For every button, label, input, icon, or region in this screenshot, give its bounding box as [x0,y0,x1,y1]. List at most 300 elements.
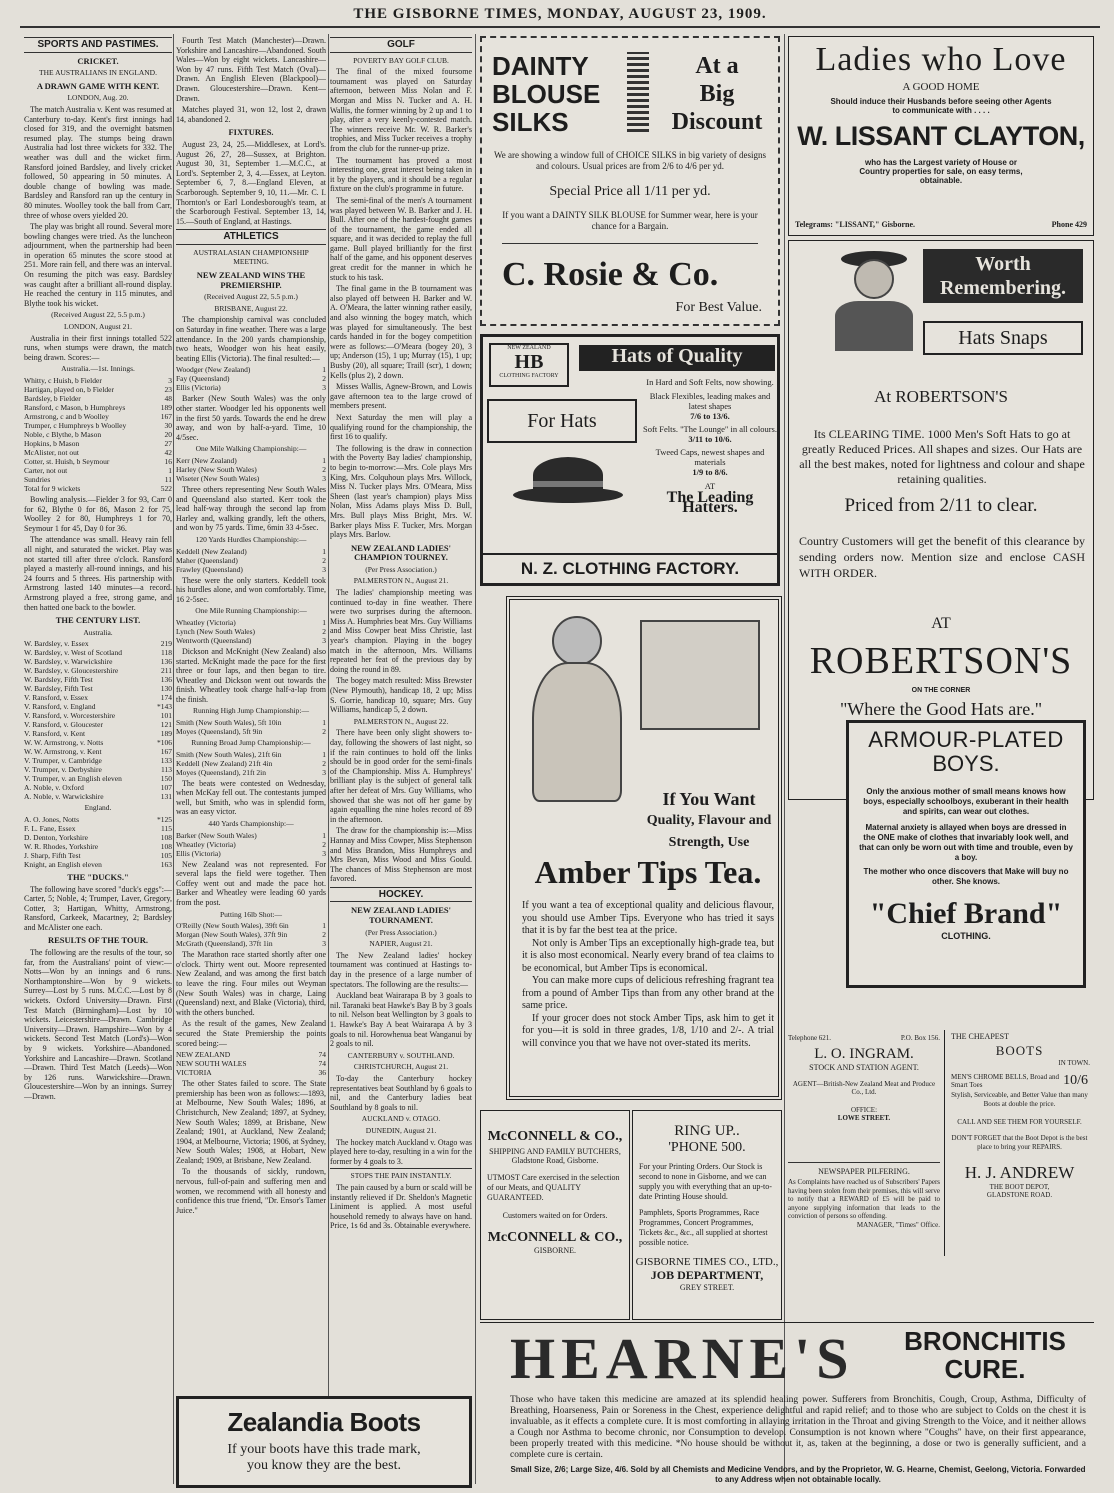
man-in-hat-illustration [819,251,929,351]
row-label: McAlister, not out [24,448,79,457]
hearnes-ad [480,1322,1094,1488]
row-label: Fay (Queensland) [176,374,230,384]
article-paragraph: To-day the Canterbury hockey representatives beat Southland by 6 goals to nil, and the Canterbury ladies beat Southland by 8 goals to nil. [330,1073,472,1112]
row-label: W. Bardsley, v. Gloucestershire [24,666,119,676]
row-label: W. Bardsley, Fifth Test [24,675,93,685]
assoc-line: (Per Press Association.) [365,564,437,574]
row-label: W. Bardsley, v. West of Scotland [24,648,122,658]
armour-plated-ad [846,720,1086,988]
row-value: 3 [322,635,326,645]
for-hats-box: For Hats [487,399,637,443]
tonic-paragraph: To the thousands of sickly, rundown, nervous, full-of-pain and suffering men and women, we recommend with all honesty and confidence this true friend, "Dr. Ensor's Tamer Juice." [176,1167,326,1215]
hearnes-body: Those who have taken this medicine are amazed at its splendid healing power. Sufferers from Bronchitis, Cough, Croup, Asthma, Difficulty of Breathing, Hoarseness, Pain or Soreness in the Chest, experience delightful and rapid relief; and to those who are subject to Colds on the chest it is invaluable, as it effects a complete cure. It is most comforting in allaying irritation in the Throat and giving Strength to the Voice, and it neither allows a Cough nor Asthma to become chronic, nor Consumption to develop. Consumption is not known where "Coughs" have, on their first appearance, been properly treated with this medicine. *No house should be without it, as, taken at the beginning, a dose or two is generally sufficient, and a complete cure is certain. [510,1395,1086,1460]
row-label: McGrath (Queensland), 37ft 1in [176,939,273,949]
century-subheading: Australia. [83,627,113,637]
table-row [176,465,326,474]
row-label: Wiseter (New South Wales) [176,473,260,483]
row-label: Moyes (Queensland), 5ft 9in [176,727,263,737]
row-label: W. Bardsley, v. Essex [24,639,89,649]
table-row [24,702,172,711]
row-label: Ellis (Victoria) [176,848,221,858]
row-value: *143 [157,702,172,712]
england-century-table [24,815,172,869]
table-row [24,684,172,693]
row-label: Wentworth (Queensland) [176,635,252,645]
ingram-ad [788,1034,940,1152]
row-value: 20 [164,430,172,439]
table-row [24,833,172,842]
tea-brand: Amber Tips Tea. [534,854,762,890]
row-label: V. Ransford, v. Kent [24,729,86,739]
row-label: Hartigan, played on, b Fielder [24,385,114,394]
table-row [24,466,172,475]
row-label: W. Bardsley, v. Warwickshire [24,657,113,667]
row-value: 2 [322,727,326,737]
blouse-body: We are showing a window full of CHOICE SILKS in big variety of designs and colours. Usual prices are from 2/6 to 4/6 per yd. [494,150,766,171]
masthead-title: THE GISBORNE TIMES, MONDAY, AUGUST 23, 1909. [353,6,767,22]
row-label: Maher (Queensland) [176,555,238,565]
hats-ad [480,334,780,586]
hockey-headline: NEW ZEALAND LADIES' TOURNAMENT. [351,905,451,926]
clayton-line-2: who has the Largest variety of House or Country properties for sale, on easy terms, obtainable. [859,158,1023,185]
row-value: 2 [322,464,326,474]
row-label: NEW SOUTH WALES [176,1059,247,1069]
row-value: 1 [322,921,326,931]
event-title: 120 Yards Hurdles Championship:— [195,534,307,544]
clayton-sub: A GOOD HOME [902,81,980,93]
column-athletics [176,34,326,1304]
row-value: *106 [157,738,172,748]
row-label: W. R. Rhodes, Yorkshire [24,841,99,851]
table-row [24,747,172,756]
century-table [24,639,172,801]
table-row [24,439,172,448]
armour-title: ARMOUR-PLATED [868,727,1064,752]
boots-title: BOOTS [995,1043,1044,1058]
article-paragraph: The bogey match resulted: Miss Brewster (New Plymouth), handicap 18, 2 up; Miss S. Gorrie, handicap 10, square; Mrs. Guy Williams, handicap 5, 2 down. [330,676,472,715]
row-label: Keddell (New Zealand) [176,546,247,556]
hats-title: Hats of Quality [579,345,775,371]
row-value: 2 [322,374,326,384]
fixtures-paragraph: August 23, 24, 25.—Middlesex, at Lord's. August 26, 27, 28—Sussex, at Brighton. August 30, 31, September 1.—M.C.C., at Lord's. September 2, 3, 4.—Essex, at Leyton. September 6, 7, 8.—England Eleven, at Scarborough. September 9, 10, 11.—Mr. C. I. Thornton's or Earl Londesborough's team, at the Scarborough Festival. September 13, 14, 15.—South of England, at Hastings. [176,139,326,226]
table-row [176,1059,326,1068]
row-value: 118 [161,648,172,658]
table-row [24,657,172,666]
row-label: Sundries [24,475,51,484]
table-row [24,693,172,702]
row-value: 48 [164,394,172,403]
dateline: PALMERSTON N., August 22. [353,716,449,726]
article-paragraph: The attendance was small. Heavy rain fell all night, and saturated the wicket. Play was not started till after three o'clock. Ransford played a masterly all-round innings, and his 24 fourrs and 5 threes. His partnership with Armstrong lasted 140 minutes—a record. Armstrong played a free, strong game, and then hatted one back to the bowler. [24,535,172,612]
table-row [24,824,172,833]
tea-headline: If You Want Quality, Flavour and Strength, Use [646,789,772,850]
mcconnell-town: GISBORNE. [533,1246,576,1255]
article-paragraph: As the result of the games, New Zealand secured the State Premiership the points scored being:— [176,1019,326,1048]
chief-brand: "Chief Brand" [869,897,1063,930]
row-label: Whitty, c Huish, b Fielder [24,376,102,385]
rosie-tag: For Best Value. [675,300,762,315]
row-value: 2 [322,626,326,636]
row-label: Harley (New South Wales) [176,464,257,474]
row-label: Smith (New South Wales), 5ft 10in [176,718,282,728]
row-label: A. Noble, v. Oxford [24,783,84,793]
nz-badge: NEW ZEALAND HB CLOTHING FACTORY [489,343,569,387]
row-label: Barker (New South Wales) [176,830,257,840]
hearnes-title: HEARNE'S [510,1326,855,1391]
table-row [24,711,172,720]
row-label: Woodger (New Zealand) [176,365,251,375]
table-row [24,756,172,765]
row-label: Armstrong, c and b Woolley [24,412,109,421]
robertsons-at: At ROBERTSON'S [874,387,1008,406]
row-label: V. Ransford, v. Worcestershire [24,711,116,721]
dateline: DUNEDIN, August 21. [365,1125,437,1135]
table-row [24,648,172,657]
athletics-subheading: AUSTRALASIAN CHAMPIONSHIP MEETING. [193,247,309,267]
article-paragraph: The championship carnival was concluded on Saturday in fine weather. There was a large attendance. In the 200 yards championship, two heats, Woodger won his heat easily, beating Ellis (Victoria). The final resulted:— [176,315,326,363]
row-label: W. Bardsley, Fifth Test [24,684,93,694]
boots-town: IN TOWN. [1058,1059,1090,1067]
row-value: 174 [160,693,172,703]
table-row [24,815,172,824]
table-row [24,851,172,860]
ringup-firm: GISBORNE TIMES CO., LTD., [635,1256,779,1268]
row-label: D. Denton, Yorkshire [24,832,88,842]
row-label: Ellis (Victoria) [176,383,221,393]
row-value: 2 [322,930,326,940]
table-row [24,774,172,783]
article-paragraph: There have been only slight showers to-day, following the showers of last night, so if the rain continues to hold off the links should be in good order for the semi-finals of the Championship. Miss A. Humphreys' brilliant play is the subject of general talk after her defeat of Mrs. Guy Williams, who showed that she was not off her game by again equalling the nine holes record of 89 in the afternoon. [330,728,472,824]
table-row [176,474,326,483]
results-table [176,547,326,574]
blouse-note: If you want a DAINTY SILK BLOUSE for Summer wear, here is your chance for a Bargain. [502,210,758,231]
event-title: One Mile Running Championship:— [195,606,307,616]
ingram-name: L. O. INGRAM. [814,1046,914,1062]
table-row [24,783,172,792]
table-row [24,729,172,738]
pilfering-title: NEWSPAPER PILFERING. [818,1167,910,1176]
row-value: 1 [322,546,326,556]
row-value: 1 [322,455,326,465]
row-label: V. Trumper, v. Cambridge [24,756,102,766]
article-paragraph: The semi-final of the men's A tournament was played between W. B. Barker and J. H. Bull. After one of the hardest-fought games of the tournament, the game ended all square, and it was decided to replay the full game. Bull played brilliantly for the first half of the game, and his opponent deserves great credit for the manner in which he stuck to his task. [330,195,472,282]
match-title: CANTERBURY v. SOUTHLAND. [347,1050,455,1060]
results-table [176,456,326,483]
article-paragraph: Barker (New South Wales) was the only other starter. Woodger led his opponents well in the first 50 yards. Towards the end he drew away, and won by half-a-yard. Time, 10 4/5sec. [176,394,326,442]
bowling-analysis: Bowling analysis.—Fielder 3 for 93, Carr 0 for 62, Blythe 0 for 86, Mason 2 for 75, Woolley 2 for 80, Humphreys 1 for 70, Seymour 1 for 45, Day 0 for 36. [24,495,172,533]
row-value: 133 [160,756,172,766]
table-row [176,636,326,645]
row-label: Wheatley (Victoria) [176,839,236,849]
woman-illustration [522,616,632,806]
table-row [24,448,172,457]
column-sports [24,34,172,1484]
clayton-phone: Phone 429 [1051,220,1087,229]
assoc-line: (Per Press Association.) [365,927,437,937]
mcconnell-body: UTMOST Care exercised in the selection of our Meats, and QUALITY GUARANTEED. [487,1173,620,1202]
row-value: 3 [322,564,326,574]
table-row [176,456,326,465]
armour-title-2: BOYS. [932,751,1000,776]
table-row [176,727,326,736]
table-row [24,385,172,394]
england-subheading: England. [84,803,112,813]
row-value: 1 [322,365,326,375]
row-value: 27 [164,439,172,448]
row-label: Lynch (New South Wales) [176,626,256,636]
row-label: O'Reilly (New South Wales), 39ft 6in [176,921,289,931]
row-label: W. W. Armstrong, v. Notts [24,738,104,748]
article-paragraph: The New Zealand ladies' hockey tournament was continued at Hastings to-day in the presence of a large number of spectators. The following are the results:— [330,950,472,989]
row-value: 74 [318,1059,326,1069]
row-label: A. O. Jones, Notts [24,814,80,824]
article-paragraph: The ladies' championship meeting was continued to-day in fine weather. There were two surprises during the afternoon. Miss A. Humphries beat Mrs. Guy Williams and Miss Cowper beat Miss Christie, last year's champion. Playing in the bogey match in the afternoon, Mrs. Williams repeated her feat of the previous day by doing the round in 89. [330,588,472,674]
results-table [176,718,326,736]
row-label: Kerr (New Zealand) [176,455,237,465]
table-row [24,421,172,430]
table-row [176,618,326,627]
row-value: 1 [168,466,172,475]
zealandia-line: you know they are the best. [247,1458,401,1473]
row-label: V. Trumper, v. Derbyshire [24,765,102,775]
row-label: Moyes (Queensland), 21ft 2in [176,767,266,777]
row-value: 74 [318,1050,326,1060]
table-row [176,768,326,777]
table-row [24,860,172,869]
zealandia-line: If your boots have this trade mark, [227,1442,421,1457]
ringup-title: RING UP.. [674,1123,740,1139]
robertsons-body: Its CLEARING TIME. 1000 Men's Soft Hats to go at greatly Reduced Prices. All shapes and sizes. Our Hats are all the best makes, noted for lightness and colour and shape retaining qualities. [799,427,1085,486]
pilfering-signature: MANAGER, "Times" Office. [856,1220,940,1229]
row-value: 101 [160,711,172,721]
article-paragraph: The final game in the B tournament was also played off between H. Barker and W. A. O'Meara, the latter winning rather easily, and also winning the bogey match, which was played for simultaneously. The best cards handed in for the bogey competition were as follows:—O'Meara (bogey 20), 3 up; Anderson (15), 1 up; Murray (15), 1 up; Busby (20), all square; Traill (scr), 1 down; Kells (plus 2), 2 down. [330,284,472,380]
row-value: 136 [160,675,172,685]
pilfering-body: As Complaints have reached us of Subscribers' Papers having been stolen from their premises, this will serve to notify that a REWARD of £5 will be paid to anyone supplying information that leads to the conviction of persons so offending. [788,1178,940,1220]
results-summary: Matches played 31, won 12, lost 2, drawn 14, abandoned 2. [176,105,326,124]
row-label: V. Ransford, v. Gloucester [24,720,103,730]
row-value: 150 [160,774,172,784]
row-label: A. Noble, v. Warwickshire [24,792,104,802]
event-title: Putting 16lb Shot:— [219,909,283,919]
table-row [176,831,326,840]
row-label: Hopkins, b Mason [24,439,80,448]
hearnes-footer: Small Size, 2/6; Large Size, 4/6. Sold by all Chemists and Medicine Vendors, and by the Proprietor, W. G. Hearne, Chemist, Geelong, Victoria. Forwarded to any Address when not obtainable locally. [510,1465,1086,1484]
table-row [176,1068,326,1077]
robertsons-corner: ON THE CORNER [911,687,971,694]
table-row [24,792,172,801]
boots-cheapest: THE CHEAPEST [951,1032,1009,1041]
boots-value: Stylish, Serviceable, and Better Value than many Boots at double the price. [951,1091,1088,1108]
received-line: (Received August 22, 5.5 p.m.) [51,310,145,320]
table-row [24,720,172,729]
table-row [176,840,326,849]
table-row [24,457,172,466]
amber-tips-ad [506,596,782,1100]
row-value: 189 [160,729,172,739]
row-value: 30 [164,421,172,430]
row-value: 3 [322,383,326,393]
row-value: 189 [160,403,172,412]
row-value: 2 [322,839,326,849]
masthead [20,6,1100,28]
article-paragraph: The following is the draw in connection with the Poverty Bay ladies' championship, to begin to-morrow:—Mrs. Cole plays Mrs King, Mrs. Colquhoun plays Mrs. Willock, Miss N. Tucker plays Mrs. O'Meara, Miss Sheen (last year's champion) plays Miss Nolan, Miss Adams plays Miss D. Bull, Mrs. Bull plays Miss Bright, Mrs. W. Barker plays Miss F. Tucker, Mrs. Morgan plays Mrs. Barlow. [330,443,472,540]
table-row [24,842,172,851]
boots-forget: DON'T FORGET that the Boot Depot is the best place to bring your REPAIRS. [951,1134,1088,1151]
discount-text: At a Big Discount [671,53,763,135]
golf-subheading: POVERTY BAY GOLF CLUB. [353,55,449,65]
robertsons-country: Country Customers will get the benefit of this clearance by sending orders now. Mention size and enclose CASH WITH ORDER. [799,534,1085,580]
table-row [176,718,326,727]
results-table [176,365,326,392]
athletics-heading: ATHLETICS [176,229,326,245]
table-row [176,547,326,556]
table-row [176,921,326,930]
event-title: Running Broad Jump Championship:— [191,738,311,748]
boots-depot: THE BOOT DEPOT, [989,1183,1050,1191]
article-paragraph: The tournament has proved a most interesting one, great interest being taken in it by the players, and it should be a regular fixture on the club's programme in future. [330,155,472,194]
section-heading: SPORTS AND PASTIMES. [24,37,172,53]
rosie-name: C. Rosie & Co. [502,256,719,293]
column-golf [330,34,472,1314]
results-paragraph: The following are the results of the tour, so far, from the Australians' point of view:— Notts—Won by an innings and 6 runs. Northamptonshire—Won by 9 wickets. Surrey—Lost by 5 runs. M.C.C.—Lost by 8 wickets. Oxford University—Drawn. First Test Match (Birmingham)—Lost by 10 wickets. Leicestershire—Drawn. Cambridge University—Drawn. Hampshire—Won by 4 wickets. Second Test Match (Lord's)—Won by 9 wickets. Yorkshire—Abandoned. Yorkshire and Lancashire—Drawn. Scotland—Drawn. Third Test Match (Leeds)—Won by 126 runs. Warwickshire—Drawn. Gloucestershire—Won by an innings. Surrey—Drawn. [24,948,172,1101]
cricket-subheading: THE AUSTRALIANS IN ENGLAND. [39,68,157,78]
article-paragraph: The draw for the championship is:—Miss Hannay and Miss Cowper, Miss Stephenson and Miss Brandon, Miss Humphreys and Mrs Bevan, Miss Wood and Miss Gould. The chances of Miss Stephenson are most favored. [330,826,472,884]
results-continued: Fourth Test Match (Manchester)—Drawn. Yorkshire and Lancashire—Abandoned. South Wales—Won by eight wickets. Lancashire—Won by 47 runs. Fifth Test Match (Oval)—Drawn. An English Eleven (Blackpool)—Drawn. Gloucestershire—Drawn. Kent—Drawn. [176,36,326,103]
cupboard-illustration [640,620,760,730]
robertsons-slogan: "Where the Good Hats are." [839,699,1043,719]
table-row [24,376,172,385]
boots-offer: MEN'S CHROME BELLS, Broad and Smart Toes 10/6 [951,1073,1088,1089]
blouse-silks-ad [480,36,780,326]
ladies-headline: NEW ZEALAND LADIES' CHAMPION TOURNEY. [351,542,451,563]
row-value: 1 [322,749,326,759]
mcconnell-wait: Customers waited on for Orders. [502,1211,608,1220]
row-value: 3 [322,939,326,949]
row-value: 1 [322,718,326,728]
article-paragraph: These were the only starters. Keddell took his hurdles alone, and won comfortably. Time, 16 2-5sec. [176,575,326,604]
article-paragraph: Misses Wallis, Agnew-Brown, and Lowis gave afternoon tea to the large crowd of members present. [330,382,472,411]
ringup-dept: JOB DEPARTMENT, [650,1268,764,1282]
row-label: Noble, c Blythe, b Mason [24,430,102,439]
row-label: Carter, not out [24,466,68,475]
column-rule [173,34,174,1484]
pilfering-notice [788,1162,940,1254]
row-value: 3 [322,767,326,777]
article-paragraph: Auckland beat Wairarapa B by 3 goals to nil. Taranaki beat Hawke's Bay B by 3 goals to nil. Nelson beat Wellington by 3 goals to 1. Hawke's Bay A beat Wairarapa A by 3 goals to nil. Horowhenua beat Wanganui by 2 goals to nil. [330,991,472,1049]
row-value: 219 [160,639,172,649]
innings-total: Total for 9 wickets 522 [24,484,172,493]
hats-snaps: Hats Snaps [923,321,1083,355]
table-row [24,666,172,675]
row-value: 107 [160,783,172,793]
golf-heading: GOLF [330,37,472,53]
robertsons-ad [788,240,1094,800]
table-row [24,430,172,439]
row-value: 113 [161,765,172,775]
boots-name: H. J. ANDREW [964,1163,1075,1182]
dateline: PALMERSTON N., August 21. [353,576,449,586]
row-value: *125 [157,814,172,824]
hat-illustration [513,457,623,507]
mcconnell-name: McCONNELL & CO., [487,1129,623,1144]
row-value: 2 [322,758,326,768]
row-label: V. Ransford, v. England [24,702,96,712]
table-row [176,374,326,383]
article-paragraph: Next Saturday the men will play a qualifying round for the championship, the first 16 to qualify. [330,412,472,442]
table-row [176,383,326,392]
article-paragraph: The play was bright all round. Several more bowling changes were tried. As the luncheon adjournment, when the partnership had been in operation 65 minutes the score stood at 251. More rain fell, and there was an interval. On resuming the pitch was easy. Bardsley was caught after a brilliant all-round display. He reached the century in 115 minutes, and Blythe took his wicket. [24,222,172,308]
row-value: 131 [160,792,172,802]
table-row [24,765,172,774]
article-paragraph: Australia in their first innings totalled 522 runs, when stumps were drawn, the match being drawn. Scores:— [24,333,172,362]
points-table [176,1050,326,1077]
table-row [176,1050,326,1059]
row-value: 121 [160,720,172,730]
blouse-price: Special Price all 1/11 per yd. [549,184,711,199]
results-table [176,831,326,858]
clayton-line: Should induce their Husbands before seeing other Agents to communicate with . . . . [830,97,1052,115]
robertsons-at-2: AT [931,615,951,632]
ingram-street: LOWE STREET. [837,1114,891,1122]
column-rule [784,34,785,1484]
dateline: BRISBANE, August 22. [214,303,288,313]
dateline: LONDON, Aug. 20. [67,93,129,103]
row-value: 1 [322,830,326,840]
blouse-title: DAINTY BLOUSE SILKS [492,51,601,137]
dateline: CHRISTCHURCH, August 21. [353,1062,449,1072]
worth-remembering: Worth Remembering. [923,249,1083,303]
row-value: 42 [164,448,172,457]
row-value: 108 [160,841,172,851]
clayton-ad [788,36,1094,236]
ringup-body: For your Printing Orders. Our Stock is second to none in Gisborne, and we can supply you with everything that an up-to-date Printing House should. [639,1162,772,1201]
table-row [176,759,326,768]
event-title: Running High Jump Championship:— [192,706,310,716]
row-label: Knight, an English eleven [24,859,102,869]
mcconnell-ad [480,1110,630,1320]
row-value: 136 [160,657,172,667]
article-paragraph: Dickson and McKnight (New Zealand) also started. McKnight made the pace for the first three or four laps, and then began to tire. Wheatley and Dickson went out towards the finish. Wheatley took charge half-a-lap from the finish. [176,646,326,704]
chief-clothing: CLOTHING. [941,931,991,941]
mcconnell-name-2: McCONNELL & CO., [487,1230,623,1245]
article-paragraph: The other States failed to score. The State premiership has been won as follows:—1893, at Melbourne, New South Wales; 1896, at Christchurch, New Zealand; 1897, at Sydney, New South Wales; 1899, at Brisbane, New Zealand; 1901, at Auckland, New Zealand; 1904, at Melbourne, Victoria; 1906, at Sydney, New South Wales; 1908, at Hobart, New Zealand; 1909, at Brisbane, New Zealand. [176,1079,326,1165]
row-value: 3 [322,848,326,858]
row-label: Morgan (New South Wales), 37ft 9in [176,930,288,940]
ringup-street: GREY STREET. [679,1283,735,1292]
ingram-agent: AGENT—British-New Zealand Meat and Produce Co., Ltd. [792,1080,936,1096]
table-row [176,750,326,759]
hockey-heading: HOCKEY. [330,887,472,903]
mcconnell-trade: SHIPPING AND FAMILY BUTCHERS, [489,1147,621,1156]
armour-body: Only the anxious mother of small means knows how boys, especially schoolboys, exuberant in their health and spirits, can wear out clothes. Maternal anxiety is allayed when boys are dressed in the ONE make of clothes that invariably look well, and that can only be worn out with time and trouble, even by a boy. The mother who once discovers that Make will buy no other. She knows. [859,787,1073,886]
row-label: Frawley (Queensland) [176,564,243,574]
tea-body: If you want a tea of exceptional quality and delicious flavour, you should use Amber Tips. Everyone who has tried it says that it is by far the best tea at the price. Not only is Amber Tips an exceptionally high-grade tea, but it is also most economical. Nearly every brand of tea claims to be economical, but Amber Tips is economical. You can make more cups of delicious refreshing fragrant tea from a pound of Amber Tips than from any other brand at the same price. If your grocer does not stock Amber Tips, ask him to get it for you—it is sold in three grades, 1/8, 1/10 and 2/-. A trial will convince you that we have not over-stated its merits. [522,900,774,1049]
dateline: LONDON, August 21. [64,322,132,332]
ingram-office: OFFICE: [850,1106,878,1114]
row-label: F. L. Fane, Essex [24,823,76,833]
row-value: 108 [160,832,172,842]
ingram-trade: STOCK AND STATION AGENT. [809,1063,919,1072]
received-line: (Received August 22, 5.5 p.m.) [204,292,298,302]
clayton-name: W. LISSANT CLAYTON, [797,121,1085,151]
table-row [24,475,172,484]
row-label: Smith (New South Wales), 21ft 6in [176,749,282,759]
results-table [176,618,326,645]
article-paragraph: The match Australia v. Kent was resumed at Canterbury to-day. Kent's first innings had closed for 319, and the overnight batsmen resumed play. The stumps being drawn Australia had lost three wickets for 332. The weather was dull and the wicket firm. Ransford joined Bardsley, and lively cricket followed, 50 appearing in 50 minutes. A double change of bowling was made. Bardsley and Ransford ran up the century in 80 minutes. Woolley took the ball from Carr, three of whose overs yielded 20. [24,104,172,220]
clayton-title: Ladies who Love [815,41,1067,78]
column-rule [475,34,476,1484]
row-value: 167 [160,412,172,421]
